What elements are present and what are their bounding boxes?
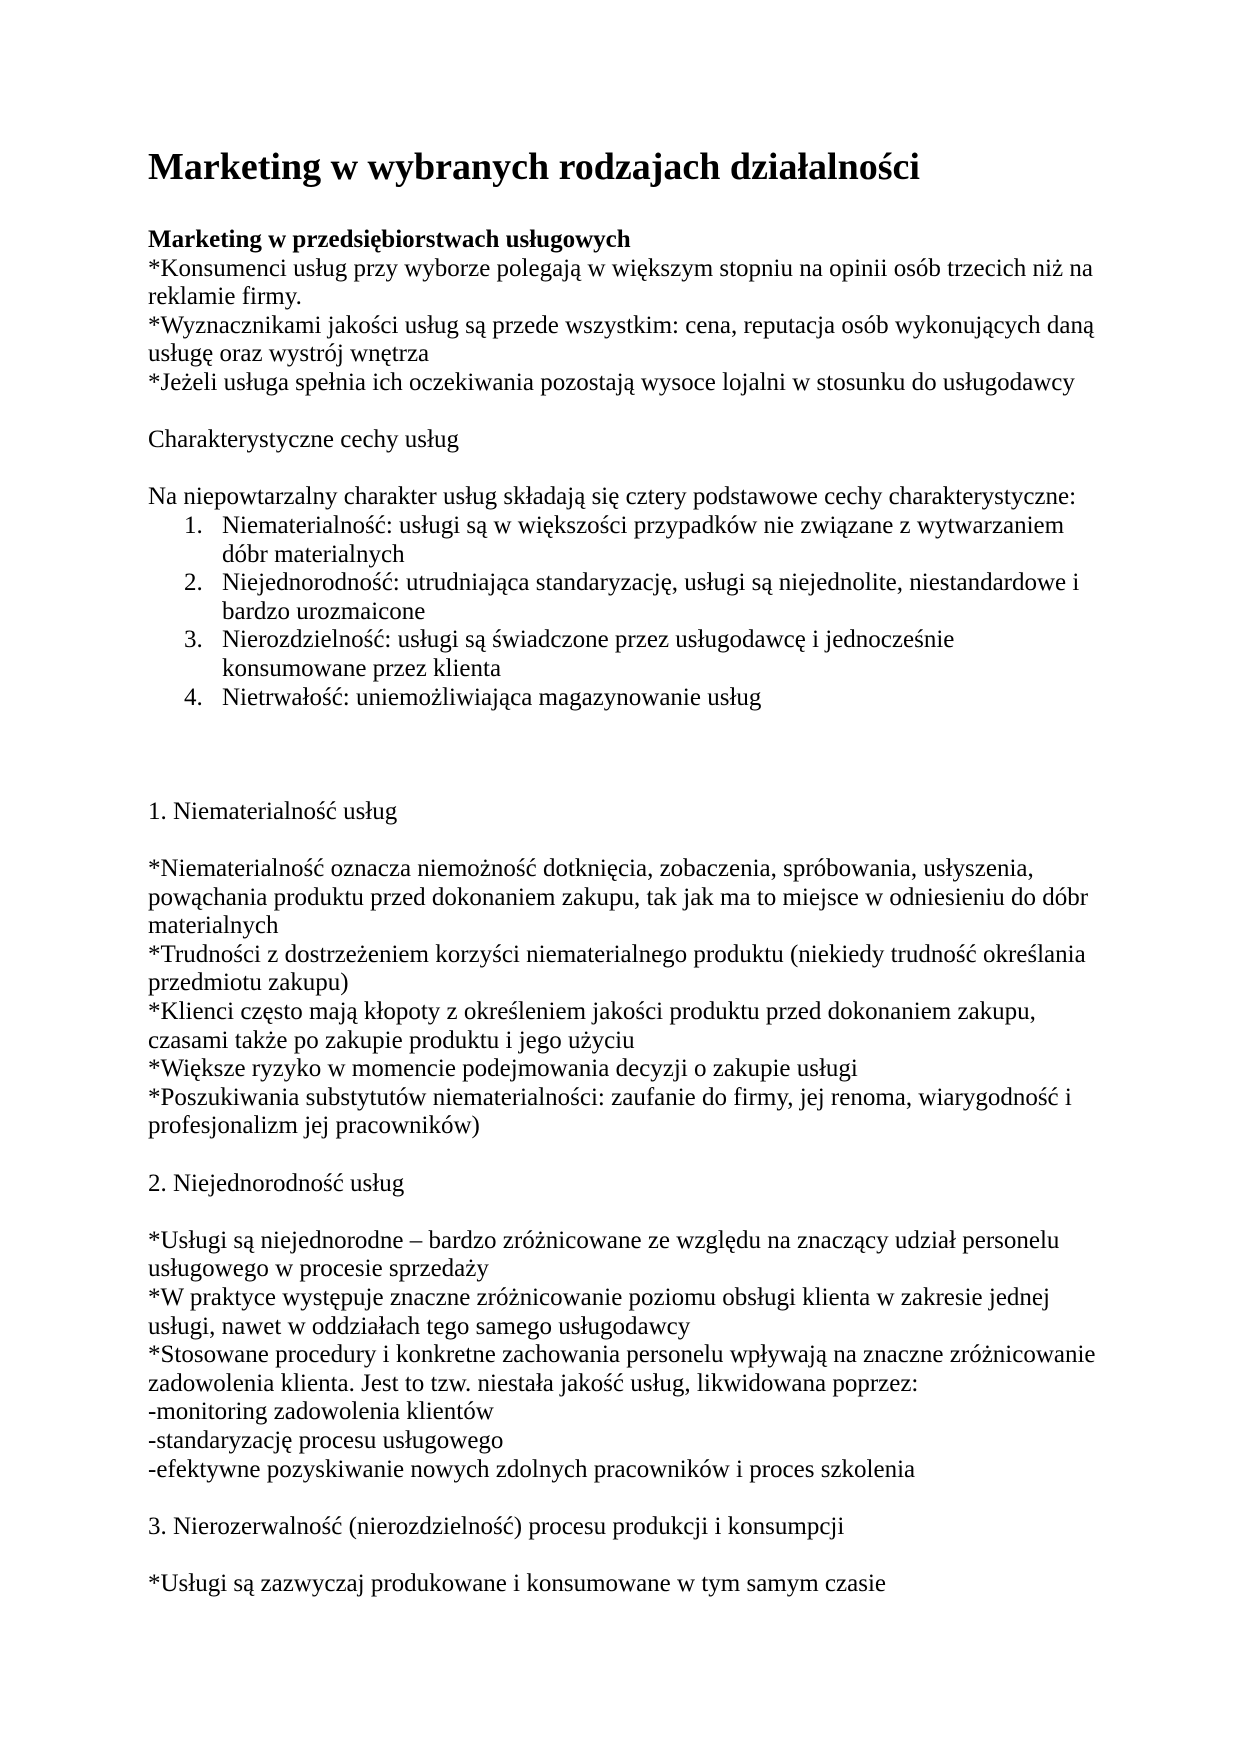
list-item — [148, 684, 1096, 713]
paragraph: *Usługi są niejednorodne – bardzo zróżnicowane ze względu na znaczący udział personelu usługowego w procesie sprzedaży — [148, 1226, 1060, 1283]
list-item — [148, 626, 1096, 683]
paragraph: *Klienci często mają kłopoty z określeniem jakości produktu przed dokonaniem zakupu, czasami także po zakupie produktu i jego użyciu — [148, 998, 1036, 1054]
list-number: 2. — [184, 569, 203, 597]
section-heading-inseparability: 3. Nierozerwalność (nierozdzielność) procesu produkcji i konsumpcji — [148, 1512, 845, 1540]
paragraph: *Większe ryzyko w momencie podejmowania decyzji o zakupie usługi — [148, 1055, 858, 1083]
list-text: Nietrwałość: uniemożliwiająca magazynowanie usług — [222, 683, 762, 711]
paragraph: *Poszukiwania substytutów niematerialności: zaufanie do firmy, jej renoma, wiarygodność i profesjonalizm jej pracowników) — [148, 1083, 1072, 1140]
list-text: Niejednorodność: utrudniająca standaryzację, usługi są niejednolite, niestandardowe i bardzo urozmaicone — [222, 569, 1080, 625]
section-heading-intangibility: 1. Niematerialność usług — [148, 797, 398, 825]
features-intro: Na niepowtarzalny charakter usług składają się cztery podstawowe cechy charakterystyczne: — [148, 483, 1077, 511]
paragraph: -monitoring zadowolenia klientów — [148, 1398, 494, 1426]
paragraph: *Trudności z dostrzeżeniem korzyści niematerialnego produktu (niekiedy trudność określania przedmiotu zakupu) — [148, 940, 1086, 997]
list-text: Niematerialność: usługi są w większości przypadków nie związane z wytwarzaniem dóbr materialnych — [222, 511, 1065, 568]
paragraph: -standaryzację procesu usługowego — [148, 1426, 504, 1454]
features-list — [148, 512, 1096, 712]
paragraph: -efektywne pozyskiwanie nowych zdolnych pracowników i proces szkolenia — [148, 1455, 916, 1483]
paragraph: *Usługi są zazwyczaj produkowane i konsumowane w tym samym czasie — [148, 1569, 886, 1597]
list-number: 1. — [184, 511, 203, 539]
list-number: 3. — [184, 626, 203, 654]
section-heading-heterogeneity: 2. Niejednorodność usług — [148, 1169, 405, 1197]
paragraph: *W praktyce występuje znaczne zróżnicowanie poziomu obsługi klienta w zakresie jednej usługi, nawet w oddziałach tego samego usługodawcy — [148, 1283, 1050, 1340]
section-heading-services: Marketing w przedsiębiorstwach usługowych — [148, 226, 631, 253]
list-text: Nierozdzielność: usługi są świadczone przez usługodawcę i jednocześnie konsumowane przez klienta — [222, 626, 955, 682]
paragraph: *Niematerialność oznacza niemożność dotknięcia, zobaczenia, spróbowania, usłyszenia, powąchania produktu przed dokonaniem zakupu, tak jak ma to miejsce w odniesieniu do dóbr materialnych — [148, 855, 1089, 940]
list-item — [148, 512, 1096, 569]
list-item — [148, 569, 1096, 626]
paragraph: *Konsumenci usług przy wyborze polegają w większym stopniu na opinii osób trzecich niż na reklamie firmy. — [148, 254, 1093, 311]
paragraph: *Wyznacznikami jakości usług są przede wszystkim: cena, reputacja osób wykonujących daną usługę oraz wystrój wnętrza — [148, 311, 1095, 368]
paragraph: *Jeżeli usługa spełnia ich oczekiwania pozostają wysoce lojalni w stosunku do usługodawcy — [148, 368, 1075, 396]
document-page — [148, 144, 1096, 1599]
document-title: Marketing w wybranych rodzajach działalności — [148, 146, 920, 188]
paragraph: *Stosowane procedury i konkretne zachowania personelu wpływają na znaczne zróżnicowanie zadowolenia klienta. Jest to tzw. niestała jakość usług, likwidowana poprzez: — [148, 1341, 1096, 1397]
list-number: 4. — [184, 683, 203, 711]
features-heading: Charakterystyczne cechy usług — [148, 426, 459, 454]
